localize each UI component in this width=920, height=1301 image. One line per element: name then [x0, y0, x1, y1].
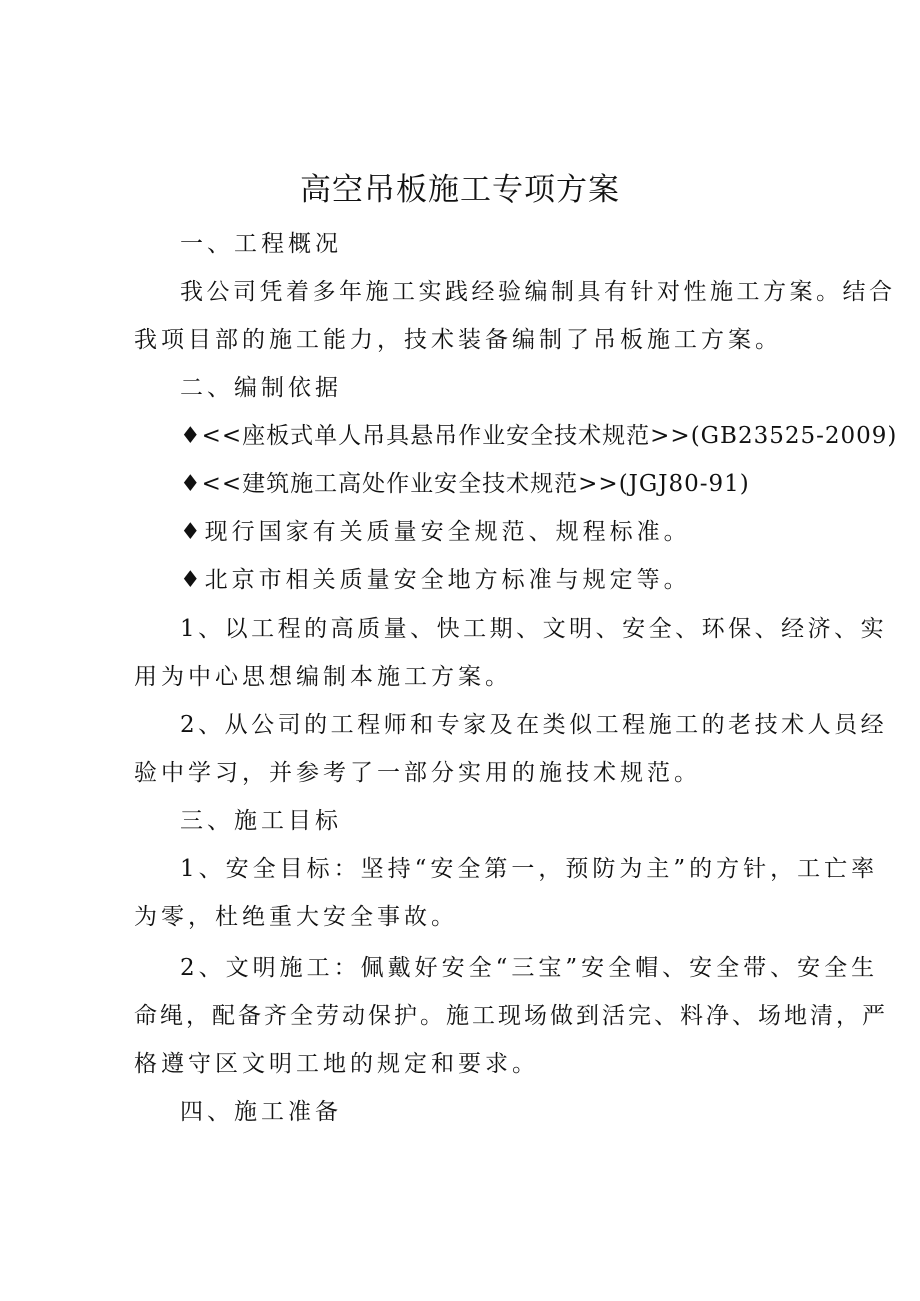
paragraph-line: 为零，杜绝重大安全事故。 — [134, 904, 458, 930]
bullet-item: ♦<<座板式单人吊具悬吊作业安全技术规范>>(GB23525-2009) — [180, 423, 898, 449]
paragraph-line: 我公司凭着多年施工实践经验编制具有针对性施工方案。结合 — [180, 279, 896, 305]
bullet-item: ♦现行国家有关质量安全规范、规程标准。 — [180, 519, 691, 545]
document-title: 高空吊板施工专项方案 — [300, 172, 620, 208]
paragraph-line: 验中学习，并参考了一部分实用的施技术规范。 — [134, 760, 701, 786]
paragraph-line: 2、从公司的工程师和专家及在类似工程施工的老技术人员经 — [180, 712, 888, 738]
section-heading-preparation: 四、施工准备 — [180, 1099, 342, 1125]
paragraph-line: 我项目部的施工能力，技术装备编制了吊板施工方案。 — [134, 327, 782, 353]
paragraph-line: 格遵守区文明工地的规定和要求。 — [134, 1051, 539, 1077]
section-heading-overview: 一、工程概况 — [180, 231, 342, 257]
section-heading-goals: 三、施工目标 — [180, 808, 342, 834]
paragraph-line: 2、文明施工：佩戴好安全“三宝”安全帽、安全带、安全生 — [180, 955, 879, 981]
paragraph-line: 1、以工程的高质量、快工期、文明、安全、环保、经济、实 — [180, 616, 888, 642]
bullet-item: ♦北京市相关质量安全地方标准与规定等。 — [180, 567, 691, 593]
paragraph-line: 用为中心思想编制本施工方案。 — [134, 664, 512, 690]
section-heading-basis: 二、编制依据 — [180, 375, 342, 401]
paragraph-line: 1、安全目标：坚持“安全第一，预防为主”的方针，工亡率 — [180, 856, 879, 882]
bullet-item: ♦<<建筑施工高处作业安全技术规范>>(JGJ80-91) — [180, 471, 750, 497]
paragraph-line: 命绳，配备齐全劳动保护。施工现场做到活完、料净、场地清，严 — [134, 1003, 888, 1029]
